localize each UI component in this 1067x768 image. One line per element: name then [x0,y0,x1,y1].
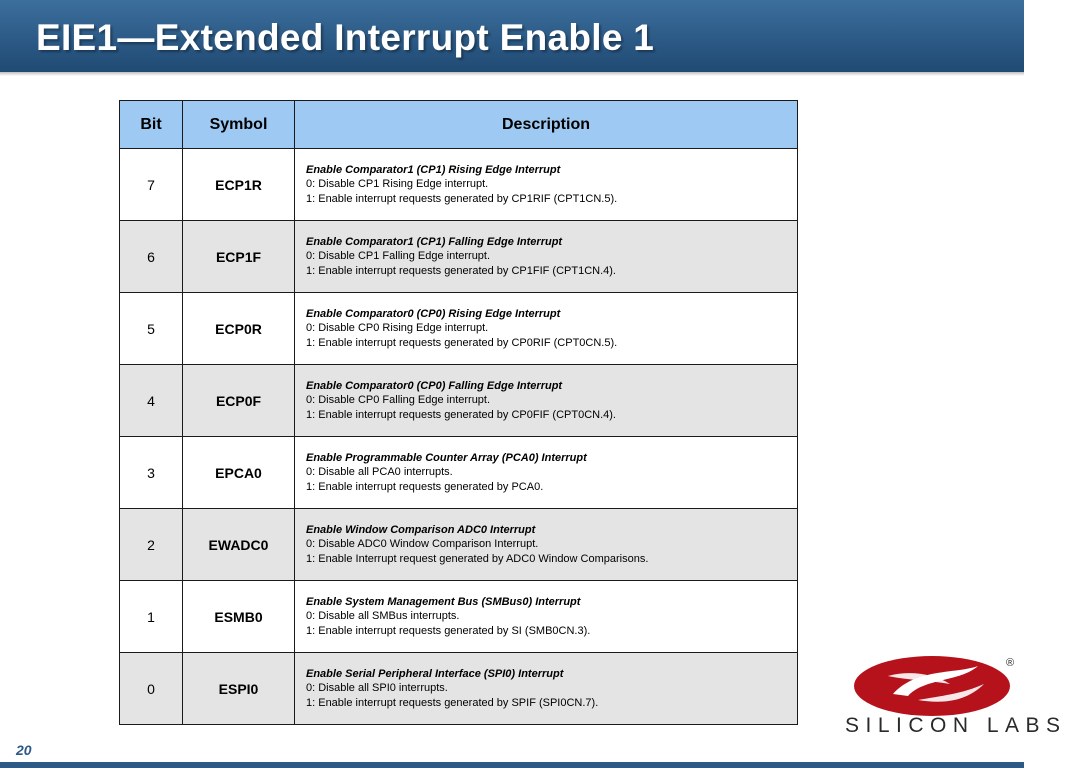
title-bar [0,0,1024,72]
column-header-description: Description [295,101,798,149]
description-line-0: 0: Disable all SPI0 interrupts. [306,682,448,695]
description-line-1: 1: Enable Interrupt request generated by ADC0 Window Comparisons. [306,552,649,565]
table-header-row [120,101,798,149]
bit-cell: 6 [120,221,183,293]
slide-title: EIE1—Extended Interrupt Enable 1 [36,17,655,58]
description-title: Enable Programmable Counter Array (PCA0) Interrupt [306,451,587,464]
symbol-cell: ESMB0 [183,581,295,653]
bit-cell: 1 [120,581,183,653]
description-title: Enable System Management Bus (SMBus0) Interrupt [306,595,581,608]
symbol-cell: ECP1R [183,149,295,221]
symbol-cell: ECP0R [183,293,295,365]
table-row [120,149,798,221]
description-cell [295,149,798,221]
column-header-bit: Bit [120,101,183,149]
description-line-1: 1: Enable interrupt requests generated by CP0RIF (CPT0CN.5). [306,336,618,349]
table-row [120,581,798,653]
symbol-cell: ESPI0 [183,653,295,725]
description-line-1: 1: Enable interrupt requests generated by PCA0. [306,480,544,493]
symbol-cell: EPCA0 [183,437,295,509]
table-row [120,509,798,581]
description-cell [295,581,798,653]
description-line-1: 1: Enable interrupt requests generated by CP1FIF (CPT1CN.4). [306,264,616,277]
description-cell [295,365,798,437]
description-line-0: 0: Disable CP0 Falling Edge interrupt. [306,394,491,407]
bit-cell: 5 [120,293,183,365]
table-row [120,221,798,293]
description-line-1: 1: Enable interrupt requests generated by CP1RIF (CPT1CN.5). [306,192,618,205]
registered-mark: ® [1006,657,1015,669]
description-line-0: 0: Disable all PCA0 interrupts. [306,466,453,479]
bit-cell: 4 [120,365,183,437]
page-number: 20 [16,742,32,758]
description-line-1: 1: Enable interrupt requests generated by SI (SMB0CN.3). [306,624,591,637]
logo-wordmark: SILICON LABS [845,714,1067,737]
description-title: Enable Comparator0 (CP0) Rising Edge Interrupt [306,307,561,320]
description-line-0: 0: Disable all SMBus interrupts. [306,610,460,623]
symbol-cell: EWADC0 [183,509,295,581]
description-line-0: 0: Disable ADC0 Window Comparison Interrupt. [306,538,539,551]
description-cell [295,221,798,293]
description-line-0: 0: Disable CP0 Rising Edge interrupt. [306,322,489,335]
description-title: Enable Comparator1 (CP1) Rising Edge Interrupt [306,163,561,176]
description-cell [295,437,798,509]
register-table [119,100,798,725]
bit-cell: 2 [120,509,183,581]
footer-bar [0,762,1024,768]
description-line-1: 1: Enable interrupt requests generated by SPIF (SPI0CN.7). [306,696,599,709]
symbol-cell: ECP1F [183,221,295,293]
symbol-cell: ECP0F [183,365,295,437]
table-row [120,365,798,437]
table-row [120,293,798,365]
description-title: Enable Comparator1 (CP1) Falling Edge Interrupt [306,235,563,248]
description-line-1: 1: Enable interrupt requests generated by CP0FIF (CPT0CN.4). [306,408,616,421]
description-cell [295,293,798,365]
description-line-0: 0: Disable CP1 Falling Edge interrupt. [306,250,491,263]
description-title: Enable Window Comparison ADC0 Interrupt [306,523,536,536]
bit-cell: 3 [120,437,183,509]
bit-cell: 7 [120,149,183,221]
description-line-0: 0: Disable CP1 Rising Edge interrupt. [306,178,489,191]
description-cell [295,653,798,725]
table-row [120,653,798,725]
bit-cell: 0 [120,653,183,725]
description-cell [295,509,798,581]
column-header-symbol: Symbol [183,101,295,149]
description-title: Enable Serial Peripheral Interface (SPI0) Interrupt [306,667,564,680]
table-row [120,437,798,509]
description-title: Enable Comparator0 (CP0) Falling Edge Interrupt [306,379,563,392]
